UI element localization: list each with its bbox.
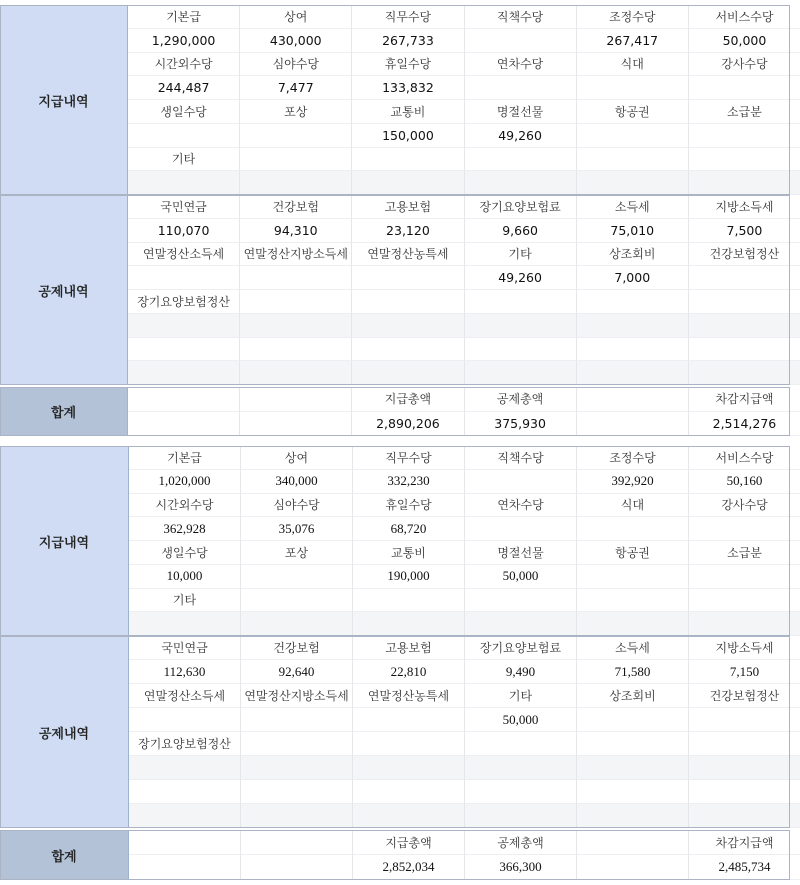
payment-row xyxy=(129,612,800,636)
field-value-cell: 133,832 xyxy=(352,76,464,100)
field-label-cell xyxy=(577,148,689,172)
field-value-cell: 9,660 xyxy=(465,219,577,243)
field-value-cell: 1,020,000 xyxy=(129,470,241,494)
field-label-cell: 항공권 xyxy=(577,541,689,565)
field-label-cell xyxy=(353,589,465,613)
field-value-cell: 2,890,206 xyxy=(352,412,464,437)
field-value-cell xyxy=(128,171,240,195)
field-value-cell: 244,487 xyxy=(128,76,240,100)
field-value-cell xyxy=(129,708,241,732)
field-value-cell: 94,310 xyxy=(240,219,352,243)
field-label-cell: 상여 xyxy=(241,446,353,470)
field-label-cell xyxy=(240,148,352,172)
field-label-cell xyxy=(689,780,800,804)
field-label-cell: 국민연금 xyxy=(129,636,241,660)
field-label-cell xyxy=(241,732,353,756)
field-label-cell: 생일수당 xyxy=(128,100,240,124)
field-label-cell: 연차수당 xyxy=(465,53,577,77)
field-value-cell: 7,500 xyxy=(689,219,800,243)
field-label-cell: 휴일수당 xyxy=(353,494,465,518)
field-value-cell xyxy=(128,124,240,148)
field-value-cell: 68,720 xyxy=(353,517,465,541)
field-label-cell: 기타 xyxy=(129,589,241,613)
deduction-row xyxy=(128,314,800,338)
field-label-cell xyxy=(240,338,352,362)
deduction-row xyxy=(128,195,800,219)
field-value-cell: 112,630 xyxy=(129,660,241,684)
field-value-cell: 49,260 xyxy=(465,124,577,148)
deduction-row xyxy=(129,804,800,828)
total-row xyxy=(129,855,800,880)
field-label-cell xyxy=(129,830,241,855)
field-value-cell: 430,000 xyxy=(240,29,352,53)
field-value-cell: 9,490 xyxy=(465,660,577,684)
field-value-cell xyxy=(689,76,800,100)
field-value-cell xyxy=(689,171,800,195)
field-label-cell: 서비스수당 xyxy=(689,5,800,29)
field-value-cell xyxy=(465,756,577,780)
field-label-cell: 연말정산지방소득세 xyxy=(240,243,352,267)
field-value-cell xyxy=(128,361,240,385)
payment-row xyxy=(128,171,800,195)
field-value-cell: 366,300 xyxy=(465,855,577,880)
field-label-cell: 건강보험 xyxy=(241,636,353,660)
field-label-cell: 소득세 xyxy=(577,636,689,660)
field-label-cell: 직책수당 xyxy=(465,446,577,470)
field-label-cell xyxy=(689,290,800,314)
field-value-cell xyxy=(577,708,689,732)
field-label-cell: 교통비 xyxy=(353,541,465,565)
field-value-cell xyxy=(352,171,464,195)
payment-section xyxy=(0,5,800,195)
field-label-cell: 연말정산소득세 xyxy=(129,684,241,708)
field-value-cell: 2,485,734 xyxy=(689,855,800,880)
deduction-row xyxy=(129,660,800,684)
total-row xyxy=(128,387,800,412)
field-label-cell xyxy=(352,148,464,172)
field-label-cell: 명절선물 xyxy=(465,100,577,124)
field-value-cell xyxy=(129,804,241,828)
field-value-cell xyxy=(465,171,577,195)
field-value-cell xyxy=(241,855,353,880)
field-value-cell xyxy=(689,804,800,828)
field-label-cell xyxy=(577,290,689,314)
field-value-cell xyxy=(465,361,577,385)
field-value-cell xyxy=(689,124,800,148)
field-value-cell: 190,000 xyxy=(353,565,465,589)
field-value-cell xyxy=(353,804,465,828)
field-label-cell xyxy=(241,830,353,855)
payment-row xyxy=(129,517,800,541)
field-value-cell: 340,000 xyxy=(241,470,353,494)
field-label-cell: 조정수당 xyxy=(577,446,689,470)
field-value-cell: 7,477 xyxy=(240,76,352,100)
field-value-cell: 1,290,000 xyxy=(128,29,240,53)
field-value-cell: 50,160 xyxy=(689,470,800,494)
field-label-cell: 직책수당 xyxy=(465,5,577,29)
field-label-cell: 소급분 xyxy=(689,100,800,124)
deduction-row xyxy=(128,338,800,362)
payment-row xyxy=(129,470,800,494)
field-label-cell: 상조회비 xyxy=(577,684,689,708)
field-value-cell xyxy=(465,76,577,100)
field-label-cell: 차감지급액 xyxy=(689,830,800,855)
field-value-cell xyxy=(689,361,800,385)
field-label-cell: 교통비 xyxy=(352,100,464,124)
field-value-cell xyxy=(353,612,465,636)
field-label-cell: 서비스수당 xyxy=(689,446,800,470)
payment-row xyxy=(128,124,800,148)
field-label-cell: 연말정산소득세 xyxy=(128,243,240,267)
field-value-cell xyxy=(240,266,352,290)
field-label-cell xyxy=(689,148,800,172)
field-label-cell xyxy=(577,387,689,412)
field-label-cell: 포상 xyxy=(241,541,353,565)
field-value-cell: 71,580 xyxy=(577,660,689,684)
field-label-cell xyxy=(465,148,577,172)
deduction-section-label: 공제내역 xyxy=(0,636,129,828)
field-value-cell xyxy=(128,266,240,290)
field-value-cell xyxy=(240,361,352,385)
field-label-cell xyxy=(240,387,352,412)
total-section-label: 합계 xyxy=(0,830,129,880)
payment-row xyxy=(128,76,800,100)
field-value-cell xyxy=(689,314,800,338)
deduction-row xyxy=(129,636,800,660)
deduction-row xyxy=(128,361,800,385)
field-label-cell: 식대 xyxy=(577,53,689,77)
field-value-cell xyxy=(241,804,353,828)
total-section xyxy=(0,830,800,880)
field-value-cell xyxy=(577,855,689,880)
field-value-cell: 50,000 xyxy=(465,565,577,589)
field-value-cell xyxy=(240,412,352,437)
field-value-cell xyxy=(465,29,577,53)
field-value-cell: 50,000 xyxy=(689,29,800,53)
payment-row xyxy=(128,148,800,172)
field-value-cell xyxy=(241,708,353,732)
field-value-cell: 267,733 xyxy=(352,29,464,53)
field-value-cell xyxy=(577,412,689,437)
field-value-cell xyxy=(465,314,577,338)
field-value-cell xyxy=(353,708,465,732)
field-label-cell: 상여 xyxy=(240,5,352,29)
field-label-cell: 상조회비 xyxy=(577,243,689,267)
field-label-cell xyxy=(129,780,241,804)
field-value-cell xyxy=(689,612,800,636)
field-label-cell xyxy=(689,589,800,613)
field-value-cell xyxy=(241,565,353,589)
field-value-cell: 92,640 xyxy=(241,660,353,684)
field-value-cell: 7,000 xyxy=(577,266,689,290)
field-label-cell xyxy=(689,732,800,756)
total-section-label: 합계 xyxy=(0,387,128,436)
field-label-cell: 장기요양보험료 xyxy=(465,636,577,660)
field-value-cell xyxy=(129,756,241,780)
total-section xyxy=(0,387,800,436)
field-label-cell: 연말정산농특세 xyxy=(353,684,465,708)
field-label-cell xyxy=(128,338,240,362)
field-value-cell: 267,417 xyxy=(577,29,689,53)
deduction-row xyxy=(129,780,800,804)
field-value-cell xyxy=(129,855,241,880)
field-label-cell xyxy=(577,589,689,613)
total-row xyxy=(128,412,800,437)
total-grid xyxy=(129,830,800,880)
field-label-cell: 심야수당 xyxy=(241,494,353,518)
field-value-cell: 23,120 xyxy=(352,219,464,243)
field-label-cell xyxy=(577,338,689,362)
field-value-cell xyxy=(240,124,352,148)
payment-row xyxy=(128,53,800,77)
field-value-cell xyxy=(689,756,800,780)
field-label-cell: 식대 xyxy=(577,494,689,518)
field-label-cell: 시간외수당 xyxy=(128,53,240,77)
field-label-cell: 장기요양보험료 xyxy=(465,195,577,219)
field-value-cell: 332,230 xyxy=(353,470,465,494)
field-value-cell: 150,000 xyxy=(352,124,464,148)
field-label-cell xyxy=(241,780,353,804)
deduction-row xyxy=(129,732,800,756)
field-value-cell: 7,150 xyxy=(689,660,800,684)
field-value-cell xyxy=(689,266,800,290)
field-label-cell: 소득세 xyxy=(577,195,689,219)
field-label-cell: 명절선물 xyxy=(465,541,577,565)
payment-row xyxy=(129,565,800,589)
deduction-section-label: 공제내역 xyxy=(0,195,128,385)
field-value-cell xyxy=(689,708,800,732)
field-value-cell: 49,260 xyxy=(465,266,577,290)
field-label-cell xyxy=(353,732,465,756)
field-label-cell: 생일수당 xyxy=(129,541,241,565)
payment-row xyxy=(129,589,800,613)
payment-section-label: 지급내역 xyxy=(0,5,128,195)
field-label-cell: 공제총액 xyxy=(465,387,577,412)
field-value-cell xyxy=(352,266,464,290)
payment-row xyxy=(129,541,800,565)
payment-row xyxy=(128,5,800,29)
field-label-cell: 조정수당 xyxy=(577,5,689,29)
payment-row xyxy=(129,446,800,470)
field-value-cell xyxy=(577,804,689,828)
field-value-cell xyxy=(352,314,464,338)
field-label-cell: 지급총액 xyxy=(353,830,465,855)
field-label-cell: 직무수당 xyxy=(352,5,464,29)
field-label-cell: 기타 xyxy=(465,243,577,267)
field-label-cell: 시간외수당 xyxy=(129,494,241,518)
deduction-section xyxy=(0,195,800,385)
deduction-grid xyxy=(129,636,800,828)
field-value-cell: 10,000 xyxy=(129,565,241,589)
deduction-row xyxy=(128,243,800,267)
field-label-cell xyxy=(577,780,689,804)
payment-row xyxy=(128,29,800,53)
field-value-cell xyxy=(353,756,465,780)
field-value-cell: 22,810 xyxy=(353,660,465,684)
field-label-cell xyxy=(352,338,464,362)
total-grid xyxy=(128,387,800,436)
field-value-cell xyxy=(128,412,240,437)
field-label-cell xyxy=(689,338,800,362)
field-value-cell xyxy=(240,314,352,338)
field-label-cell: 기타 xyxy=(128,148,240,172)
field-label-cell: 차감지급액 xyxy=(689,387,800,412)
field-label-cell xyxy=(465,732,577,756)
field-label-cell: 건강보험정산 xyxy=(689,243,800,267)
field-label-cell xyxy=(577,732,689,756)
deduction-row xyxy=(128,290,800,314)
field-value-cell xyxy=(577,565,689,589)
field-value-cell: 35,076 xyxy=(241,517,353,541)
field-label-cell xyxy=(465,589,577,613)
field-value-cell xyxy=(577,171,689,195)
field-value-cell xyxy=(465,804,577,828)
field-label-cell: 강사수당 xyxy=(689,53,800,77)
field-value-cell xyxy=(128,314,240,338)
field-label-cell: 기본급 xyxy=(129,446,241,470)
field-label-cell xyxy=(465,338,577,362)
field-value-cell xyxy=(129,612,241,636)
field-label-cell: 건강보험정산 xyxy=(689,684,800,708)
field-label-cell xyxy=(353,780,465,804)
field-value-cell: 110,070 xyxy=(128,219,240,243)
field-value-cell xyxy=(577,517,689,541)
deduction-row xyxy=(129,684,800,708)
field-value-cell xyxy=(577,314,689,338)
field-value-cell: 362,928 xyxy=(129,517,241,541)
deduction-row xyxy=(129,756,800,780)
field-label-cell: 포상 xyxy=(240,100,352,124)
field-value-cell xyxy=(577,612,689,636)
field-value-cell: 75,010 xyxy=(577,219,689,243)
field-value-cell xyxy=(689,565,800,589)
field-label-cell xyxy=(240,290,352,314)
deduction-row xyxy=(128,266,800,290)
field-value-cell: 2,852,034 xyxy=(353,855,465,880)
field-value-cell xyxy=(465,612,577,636)
field-label-cell: 국민연금 xyxy=(128,195,240,219)
deduction-section xyxy=(0,636,800,828)
field-label-cell: 소급분 xyxy=(689,541,800,565)
field-label-cell: 연말정산지방소득세 xyxy=(241,684,353,708)
field-value-cell xyxy=(577,361,689,385)
deduction-row xyxy=(128,219,800,243)
payment-section xyxy=(0,446,800,636)
field-label-cell: 고용보험 xyxy=(353,636,465,660)
field-label-cell: 공제총액 xyxy=(465,830,577,855)
field-label-cell: 장기요양보험정산 xyxy=(128,290,240,314)
field-value-cell: 2,514,276 xyxy=(689,412,800,437)
field-label-cell: 장기요양보험정산 xyxy=(129,732,241,756)
field-label-cell: 강사수당 xyxy=(689,494,800,518)
field-label-cell: 고용보험 xyxy=(352,195,464,219)
field-label-cell xyxy=(577,830,689,855)
payment-grid xyxy=(129,446,800,636)
field-label-cell: 연차수당 xyxy=(465,494,577,518)
field-value-cell xyxy=(577,76,689,100)
field-label-cell xyxy=(465,290,577,314)
field-label-cell: 지방소득세 xyxy=(689,195,800,219)
field-value-cell xyxy=(240,171,352,195)
field-value-cell xyxy=(241,756,353,780)
field-value-cell xyxy=(465,470,577,494)
field-value-cell xyxy=(465,517,577,541)
field-value-cell: 50,000 xyxy=(465,708,577,732)
total-row xyxy=(129,830,800,855)
payment-grid xyxy=(128,5,800,195)
field-value-cell: 375,930 xyxy=(465,412,577,437)
field-label-cell xyxy=(241,589,353,613)
field-label-cell: 기본급 xyxy=(128,5,240,29)
field-value-cell xyxy=(689,517,800,541)
deduction-grid xyxy=(128,195,800,385)
deduction-row xyxy=(129,708,800,732)
field-value-cell xyxy=(577,124,689,148)
field-value-cell xyxy=(241,612,353,636)
field-label-cell xyxy=(352,290,464,314)
field-label-cell: 심야수당 xyxy=(240,53,352,77)
field-label-cell: 기타 xyxy=(465,684,577,708)
field-label-cell: 항공권 xyxy=(577,100,689,124)
field-value-cell xyxy=(352,361,464,385)
field-label-cell: 건강보험 xyxy=(240,195,352,219)
field-label-cell xyxy=(465,780,577,804)
field-value-cell xyxy=(577,756,689,780)
payment-row xyxy=(129,494,800,518)
field-label-cell: 직무수당 xyxy=(353,446,465,470)
payment-section-label: 지급내역 xyxy=(0,446,129,636)
field-label-cell: 지급총액 xyxy=(352,387,464,412)
field-label-cell: 연말정산농특세 xyxy=(352,243,464,267)
field-value-cell: 392,920 xyxy=(577,470,689,494)
payment-row xyxy=(128,100,800,124)
field-label-cell: 지방소득세 xyxy=(689,636,800,660)
field-label-cell xyxy=(128,387,240,412)
field-label-cell: 휴일수당 xyxy=(352,53,464,77)
